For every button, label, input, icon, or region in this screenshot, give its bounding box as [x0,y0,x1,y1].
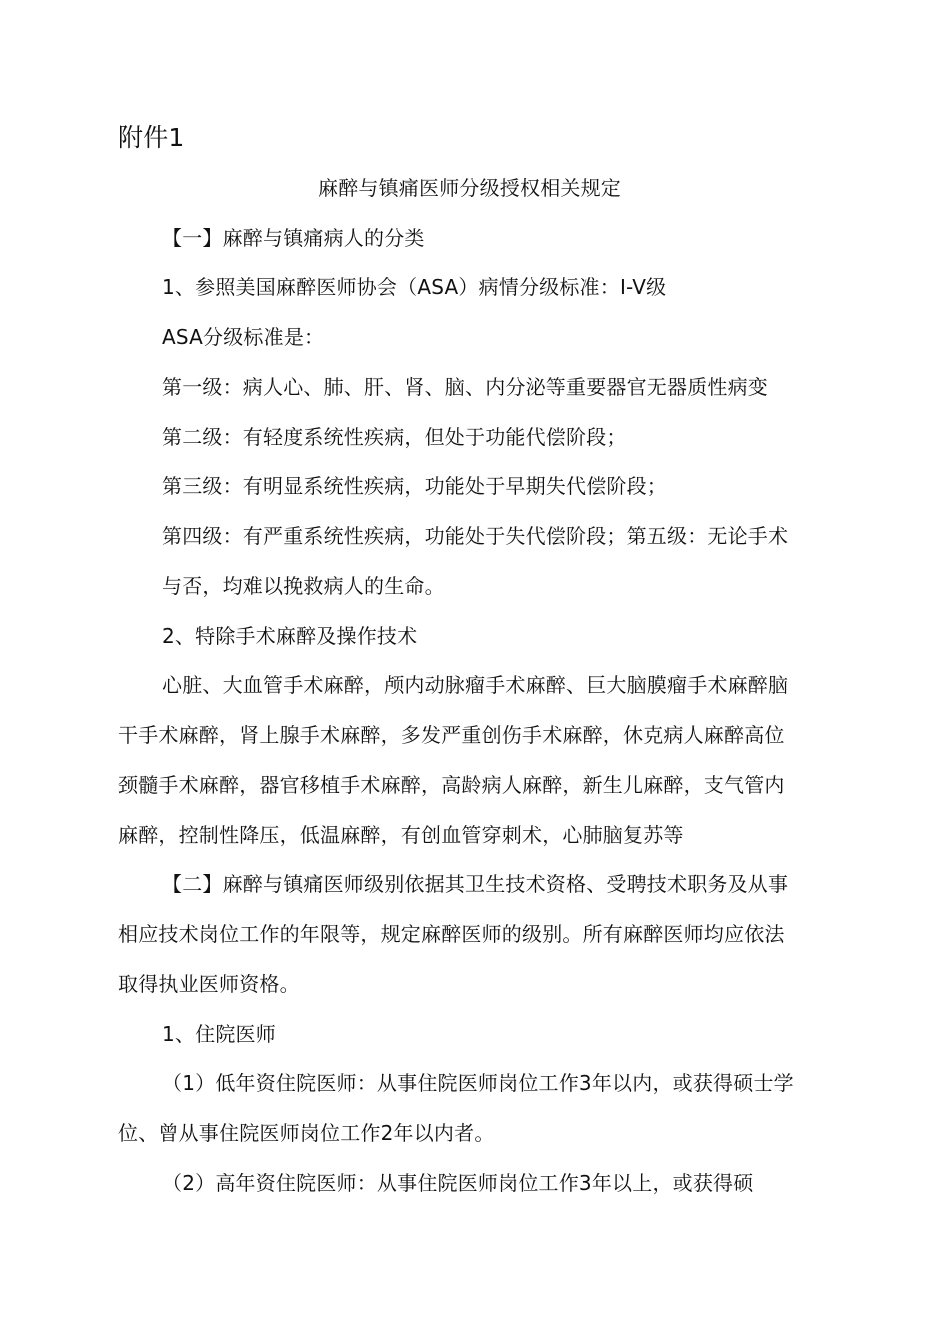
paragraph-line: 心脏、大血管手术麻醉，颅内动脉瘤手术麻醉、巨大脑膜瘤手术麻醉脑 [162,673,789,697]
document-title: 麻醉与镇痛医师分级授权相关规定 [318,176,621,200]
paragraph-line: 第二级：有轻度系统性疾病，但处于功能代偿阶段； [162,425,627,449]
paragraph-line: 1、参照美国麻醉医师协会（ASA）病情分级标准：I-V级 [162,275,667,299]
paragraph-line: 麻醉，控制性降压，低温麻醉，有创血管穿刺术，心肺脑复苏等 [118,823,684,847]
paragraph-line: 第一级：病人心、肺、肝、肾、脑、内分泌等重要器官无器质性病变 [162,375,768,399]
paragraph-line: 相应技术岗位工作的年限等，规定麻醉医师的级别。所有麻醉医师均应依法 [118,922,785,946]
paragraph-line: 取得执业医师资格。 [118,972,300,996]
section-heading-2: 【二】麻醉与镇痛医师级别依据其卫生技术资格、受聘技术职务及从事 [162,872,789,896]
paragraph-line: 与否，均难以挽救病人的生命。 [162,574,445,598]
paragraph-line: 2、特除手术麻醉及操作技术 [162,624,418,648]
paragraph-line: ASA分级标准是： [162,325,325,349]
section-heading-1: 【一】麻醉与镇痛病人的分类 [162,226,425,250]
paragraph-line: （2）高年资住院医师：从事住院医师岗位工作3年以上，或获得硕 [162,1171,754,1195]
paragraph-line: 位、曾从事住院医师岗位工作2年以内者。 [118,1121,495,1145]
paragraph-line: 1、住院医师 [162,1022,276,1046]
paragraph-line: 第四级：有严重系统性疾病，功能处于失代偿阶段；第五级：无论手术 [162,524,789,548]
paragraph-line: 第三级：有明显系统性疾病，功能处于早期失代偿阶段； [162,474,667,498]
paragraph-line: 干手术麻醉，肾上腺手术麻醉，多发严重创伤手术麻醉，休克病人麻醉高位 [118,723,785,747]
annex-label: 附件1 [118,123,185,152]
paragraph-line: 颈髓手术麻醉，器官移植手术麻醉，高龄病人麻醉，新生儿麻醉，支气管内 [118,773,785,797]
paragraph-line: （1）低年资住院医师：从事住院医师岗位工作3年以内，或获得硕士学 [162,1071,794,1095]
